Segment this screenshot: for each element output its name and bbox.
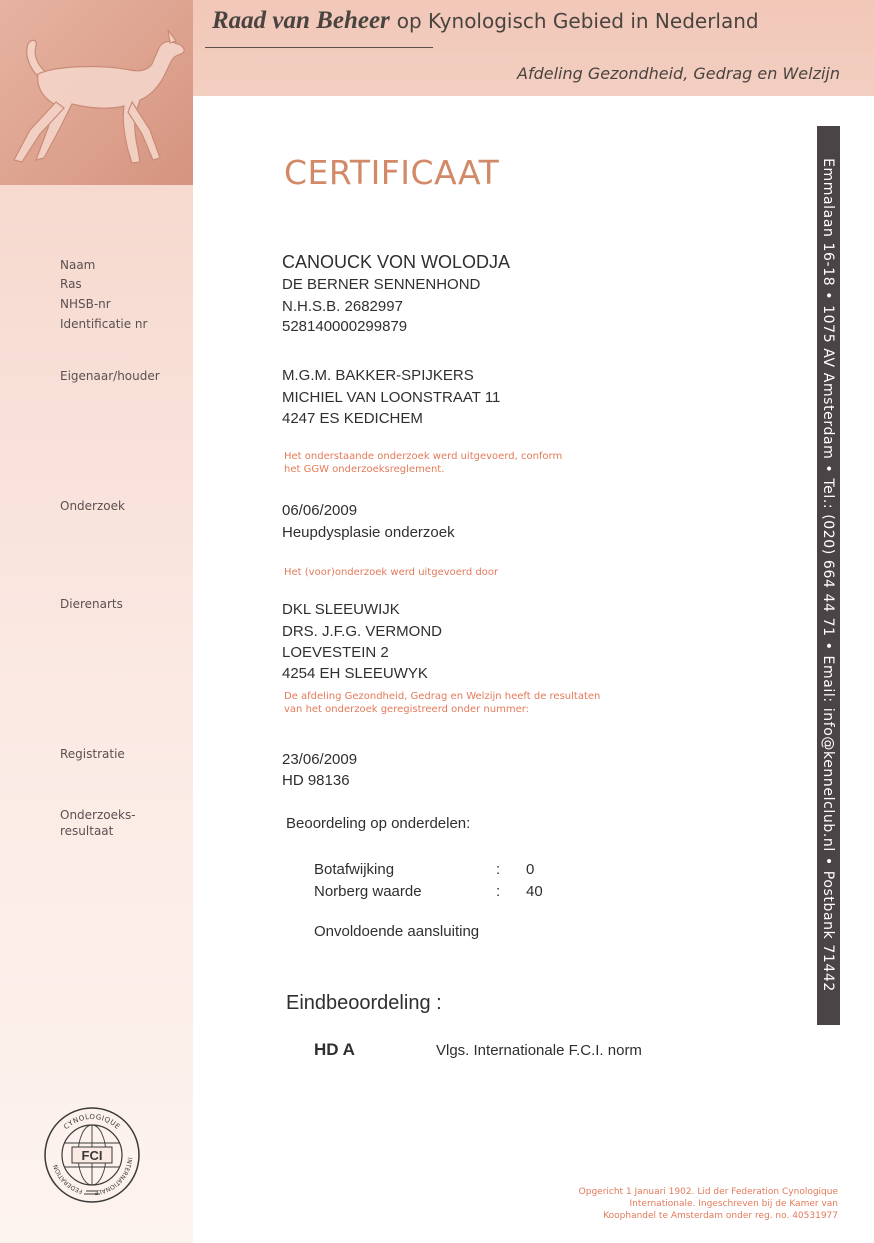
footer-line2: Internationale. Ingeschreven bij de Kamer van (629, 1199, 838, 1209)
registration-note-line2: van het onderzoek geregistreerd onder nummer: (284, 704, 530, 715)
certificate-title: CERTIFICAAT (284, 153, 500, 192)
dog-logo (0, 0, 193, 185)
vet-clinic: DKL SLEEUWIJK (282, 601, 400, 618)
footer-line3: Koophandel te Amsterdam onder reg. no. 40531977 (603, 1211, 838, 1221)
organization-name: Raad van Beheer (212, 7, 390, 34)
vet-street: LOEVESTEIN 2 (282, 644, 389, 661)
organization-name-rest: op Kynologisch Gebied in Nederland (396, 9, 759, 33)
registration-note-line1: De afdeling Gezondheid, Gedrag en Welzijn heeft de resultaten (284, 691, 601, 702)
nhsb-label: NHSB-nr (60, 297, 111, 311)
registration-note (284, 690, 600, 716)
botafwijking-value: 0 (526, 861, 535, 878)
owner-name: M.G.M. BAKKER-SPIJKERS (282, 367, 474, 384)
result-label-line1: Onderzoeks- (60, 808, 136, 822)
fci-ring-right: INTERNATIONALE (93, 1157, 133, 1196)
vet-label: Dierenarts (60, 597, 123, 611)
result-heading: Beoordeling op onderdelen: (286, 815, 471, 832)
svg-text:FEDERATION (52, 1164, 83, 1195)
vet-city: 4254 EH SLEEUWYK (282, 665, 428, 682)
exam-note-line2: het GGW onderzoeksreglement. (284, 464, 445, 475)
fci-logo (42, 1105, 142, 1205)
final-grade: HD A (314, 1040, 355, 1059)
norberg-colon: : (496, 883, 501, 900)
dog-breed: DE BERNER SENNENHOND (282, 276, 481, 293)
botafwijking-colon: : (496, 861, 501, 878)
norberg-label: Norberg waarde (314, 883, 422, 900)
exam-note (284, 450, 562, 476)
norberg-value: 40 (526, 883, 543, 900)
id-label: Identificatie nr (60, 317, 148, 331)
owner-label: Eigenaar/houder (60, 369, 160, 383)
dog-nhsb: N.H.S.B. 2682997 (282, 298, 403, 315)
exam-date: 06/06/2009 (282, 502, 358, 519)
result-label-line2: resultaat (60, 824, 114, 838)
registration-label: Registratie (60, 747, 125, 761)
exam-note-line1: Het onderstaande onderzoek werd uitgevoerd, conform (284, 451, 563, 462)
owner-city: 4247 ES KEDICHEM (282, 410, 423, 427)
dog-name: CANOUCK VON WOLODJA (282, 252, 511, 272)
vet-name: DRS. J.F.G. VERMOND (282, 623, 443, 640)
result-label (60, 807, 136, 839)
ras-label: Ras (60, 277, 82, 291)
fci-center-text: FCI (81, 1148, 103, 1163)
fci-ring-left: FEDERATION (52, 1163, 84, 1195)
exam-type: Heupdysplasie onderzoek (282, 524, 455, 541)
dog-id: 528140000299879 (282, 318, 408, 335)
botafwijking-label: Botafwijking (314, 861, 395, 878)
final-heading: Eindbeoordeling : (286, 992, 442, 1014)
footer-line1: Opgericht 1 Januari 1902. Lid der Federation Cynologique (578, 1187, 838, 1197)
registration-date: 23/06/2009 (282, 751, 358, 768)
left-color-band (0, 185, 193, 1243)
fci-globe-icon (42, 1105, 142, 1205)
footer-note (538, 1186, 838, 1222)
exam-label: Onderzoek (60, 499, 125, 513)
registration-number: HD 98136 (282, 772, 350, 789)
department-name: Afdeling Gezondheid, Gedrag en Welzijn (517, 64, 840, 83)
fci-ring-top: CYNOLOGIQUE (62, 1112, 122, 1132)
header-divider (205, 47, 433, 48)
owner-street: MICHIEL VAN LOONSTRAAT 11 (282, 389, 501, 406)
dog-silhouette-icon (0, 0, 193, 185)
vet-note: Het (voor)onderzoek werd uitgevoerd door (284, 567, 499, 578)
final-norm: Vlgs. Internationale F.C.I. norm (436, 1042, 642, 1059)
naam-label: Naam (60, 258, 96, 272)
organization-title (212, 6, 759, 35)
contact-sidebar-text: Emmalaan 16-18 • 1075 AV Amsterdam • Tel.: (020) 664 44 71 • Email: info@kennelclub.nl • Postbank 71442 (820, 158, 836, 992)
result-remark: Onvoldoende aansluiting (314, 923, 480, 940)
